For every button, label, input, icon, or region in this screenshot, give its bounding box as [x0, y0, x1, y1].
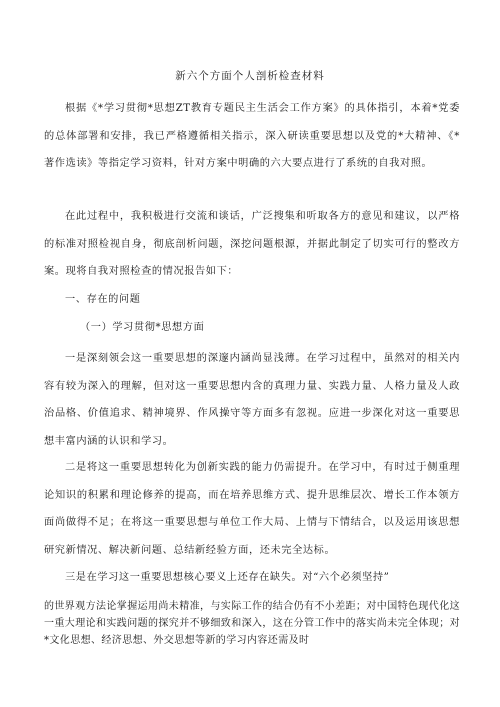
paragraph-basis: 根据《*学习贯彻*思想ZT教育专题民主生活会工作方案》的具体指引，本着*党委的总体部署和安排，我已严格遵循相关指示，深入研读重要思想以及党的*大精神、《*著作选读》等指定学习资料，针对方案中明确的六大要点进行了系统的自我对照。 — [44, 103, 460, 169]
paragraph-point-three-lead: 三是在学习这一重要思想核心要义上还存在缺失。对“六个必须坚持” — [65, 572, 390, 583]
section-heading-problems: 一、存在的问题 — [65, 294, 141, 305]
subsection-heading-study: （一）学习贯彻*思想方面 — [80, 322, 205, 333]
paragraph-point-two: 二是将这一重要思想转化为创新实践的能力仍需提升。在学习中，有时过于侧重理论知识的积累和理论修养的提高，而在培养思维方式、提升思维层次、增长工作本领方面尚做得不足；在将这一重要思想与单位工作大局、上情与下情结合，以及运用该思想研究新情况、解决新问题、总结新经验方面，还未完全达标。 — [44, 462, 460, 556]
paragraph-point-one: 一是深刻领会这一重要思想的深邃内涵尚显浅薄。在学习过程中，虽然对的相关内容有较为深入的理解，但对这一重要思想内含的真理力量、实践力量、人格力量及人政治品格、价值追求、精神境界、作风操守等方面多有忽视。应进一步深化对这一重要思想丰富内涵的认识和学习。 — [44, 353, 460, 447]
document-title: 新六个方面个人剖析检查材料 — [175, 70, 325, 82]
paragraph-point-three-body: 的世界观方法论掌握运用尚未精准，与实际工作的结合仍有不小差距；对中国特色现代化这一重大理论和实践问题的探究并不够细致和深入，这在分管工作中的落实尚未完全体现；对*文化思想、经济思想、外交思想等新的学习内容还需及时 — [44, 601, 460, 646]
paragraph-process: 在此过程中，我积极进行交流和谈话，广泛搜集和听取各方的意见和建议，以严格的标准对照检视自身，彻底剖析问题，深挖问题根源，并据此制定了切实可行的整改方案。现将自我对照检查的情况报告如下： — [44, 211, 460, 277]
